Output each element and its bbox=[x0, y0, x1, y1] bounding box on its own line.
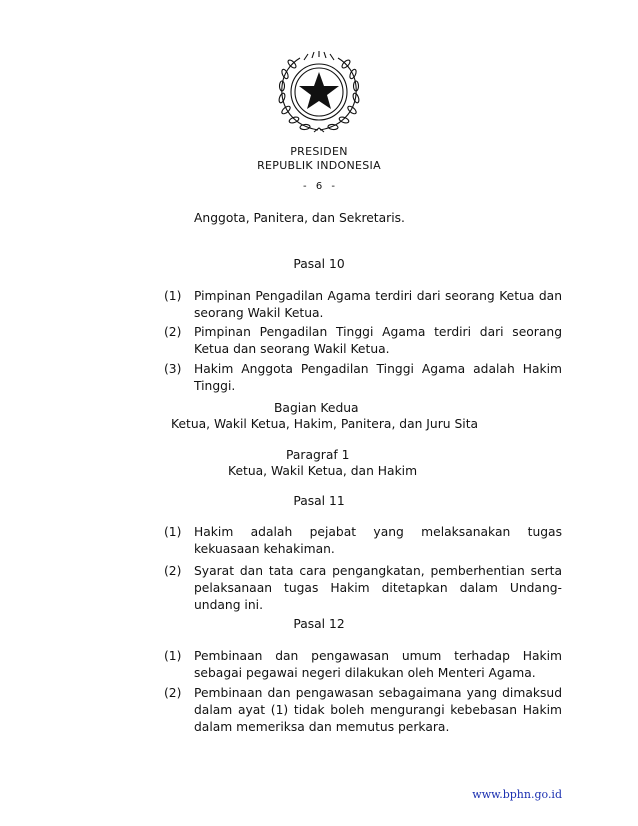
pasal-10-item-1 bbox=[164, 288, 562, 322]
pasal-12-heading: Pasal 12 bbox=[293, 617, 345, 631]
bagian-heading: Bagian Kedua bbox=[274, 401, 359, 415]
item-text: Pembinaan dan pengawasan umum terhadap Hakim sebagai pegawai negeri dilakukan oleh Menteri Agama. bbox=[194, 649, 562, 680]
item-text: Pimpinan Pengadilan Tinggi Agama terdiri dari seorang Ketua dan seorang Wakil Ketua. bbox=[194, 325, 562, 356]
pasal-12-item-2 bbox=[164, 685, 562, 736]
item-text: Syarat dan tata cara pengangkatan, pemberhentian serta pelaksanaan tugas Hakim ditetapkan dalam Undang-undang ini. bbox=[194, 564, 562, 612]
pasal-11-heading: Pasal 11 bbox=[293, 494, 345, 508]
pasal-10-item-3 bbox=[164, 361, 562, 395]
pasal-11-item-2 bbox=[164, 563, 562, 614]
item-text: Hakim adalah pejabat yang melaksanakan tugas kekuasaan kehakiman. bbox=[194, 525, 562, 556]
header-subtitle: REPUBLIK INDONESIA bbox=[257, 159, 381, 172]
page-number: - 6 - bbox=[303, 181, 335, 192]
pasal-12-item-1 bbox=[164, 648, 562, 682]
source-link[interactable]: www.bphn.go.id bbox=[472, 788, 562, 801]
item-number: (2) bbox=[164, 686, 182, 700]
item-text: Pembinaan dan pengawasan sebagaimana yang dimaksud dalam ayat (1) tidak boleh mengurangi kebebasan Hakim dalam memeriksa dan memutus perkara. bbox=[194, 686, 562, 734]
paragraf-subheading: Ketua, Wakil Ketua, dan Hakim bbox=[228, 464, 418, 478]
paragraf-heading: Paragraf 1 bbox=[286, 448, 350, 462]
item-text: Hakim Anggota Pengadilan Tinggi Agama adalah Hakim Tinggi. bbox=[194, 362, 562, 393]
item-number: (2) bbox=[164, 325, 182, 339]
item-number: (2) bbox=[164, 564, 182, 578]
pasal-10-heading: Pasal 10 bbox=[293, 257, 345, 271]
item-number: (1) bbox=[164, 525, 182, 539]
item-text: Pimpinan Pengadilan Agama terdiri dari seorang Ketua dan seorang Wakil Ketua. bbox=[194, 289, 562, 320]
item-number: (1) bbox=[164, 289, 182, 303]
bagian-subheading: Ketua, Wakil Ketua, Hakim, Panitera, dan Juru Sita bbox=[171, 417, 479, 431]
pasal-10-item-2 bbox=[164, 324, 562, 358]
item-number: (3) bbox=[164, 362, 182, 376]
presidential-seal-icon bbox=[274, 50, 364, 136]
continuation-text: Anggota, Panitera, dan Sekretaris. bbox=[194, 211, 405, 225]
pasal-11-item-1 bbox=[164, 524, 562, 558]
header-title: PRESIDEN bbox=[290, 145, 348, 158]
item-number: (1) bbox=[164, 649, 182, 663]
